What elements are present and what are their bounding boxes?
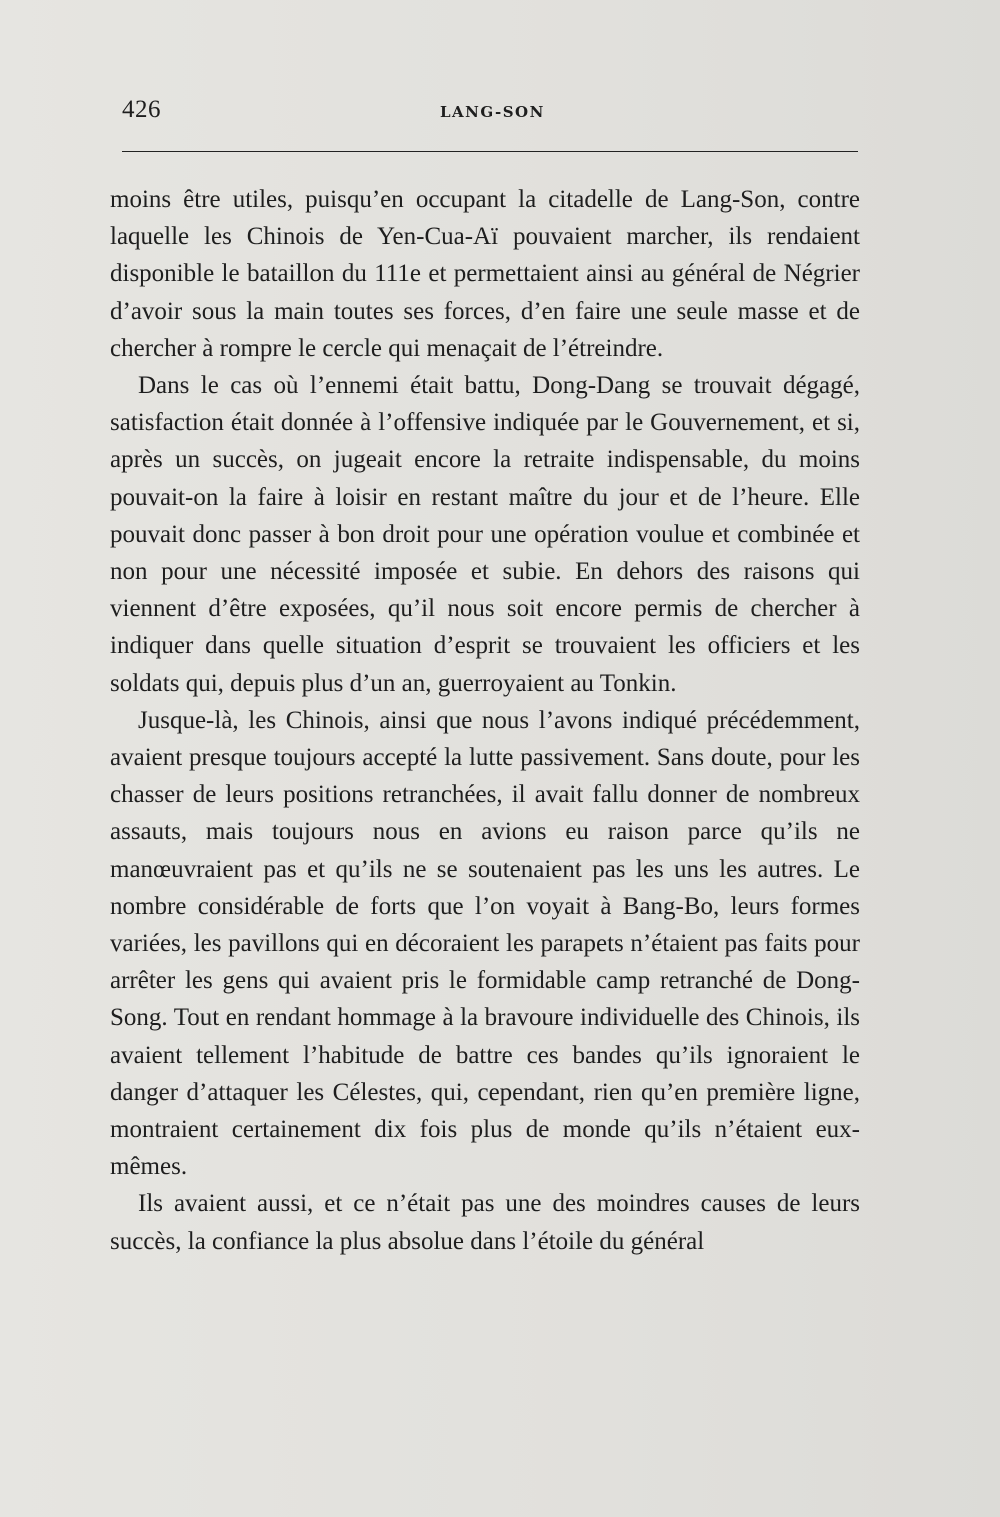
paragraph: Jusque-là, les Chinois, ainsi que nous l’avons indiqué précédemment, avaient presque toujours accepté la lutte passivement. Sans doute, pour les chasser de leurs positions retranchées, il avait fallu donner de nombreux assauts, mais toujours nous en avions eu raison parce qu’ils ne manœuvraient pas et qu’ils ne se soutenaient pas les uns les autres. Le nombre considérable de forts que l’on voyait à Bang-Bo, leurs formes variées, les pavillons qui en décoraient les parapets n’étaient pas faits pour arrêter les gens qui avaient pris le formidable camp retranché de Dong-Song. Tout en rendant hommage à la bravoure individuelle des Chinois, ils avaient tellement l’habitude de battre ces bandes qu’ils ignoraient le danger d’attaquer les Célestes, qui, cependant, rien qu’en première ligne, montraient certainement dix fois plus de monde qu’ils n’étaient eux-mêmes. xyxy=(110,706,860,1181)
paragraph-continued: moins être utiles, puisqu’en occupant la citadelle de Lang-Son, contre laquelle les Chinois de Yen-Cua-Aï pouvaient marcher, ils rendaient disponible le bataillon du 111e et permettaient ainsi au général de Négrier d’avoir sous la main toutes ses forces, d’en faire une seule masse et de chercher à rompre le cercle qui menaçait de l’étreindre. xyxy=(110,186,860,362)
page-number: 426 xyxy=(122,96,161,123)
body-text xyxy=(110,181,860,1260)
running-title: LANG-SON xyxy=(440,103,545,121)
paragraph: Dans le cas où l’ennemi était battu, Dong-Dang se trouvait dégagé, satisfaction était donnée à l’offensive indiquée par le Gouvernement, et si, après un succès, on jugeait encore la retraite indispensable, du moins pouvait-on la faire à loisir en restant maître du jour et de l’heure. Elle pouvait donc passer à bon droit pour une opération voulue et combinée et non pour une nécessité imposée et subie. En dehors des raisons qui viennent d’être exposées, qu’il nous soit encore permis de chercher à indiquer dans quelle situation d’esprit se trouvaient les officiers et les soldats qui, depuis plus d’un an, guerroyaient au Tonkin. xyxy=(110,372,860,697)
header-rule xyxy=(122,151,858,152)
running-header xyxy=(122,96,860,136)
paragraph: Ils avaient aussi, et ce n’était pas une des moindres causes de leurs succès, la confiance la plus absolue dans l’étoile du général xyxy=(110,1190,860,1255)
